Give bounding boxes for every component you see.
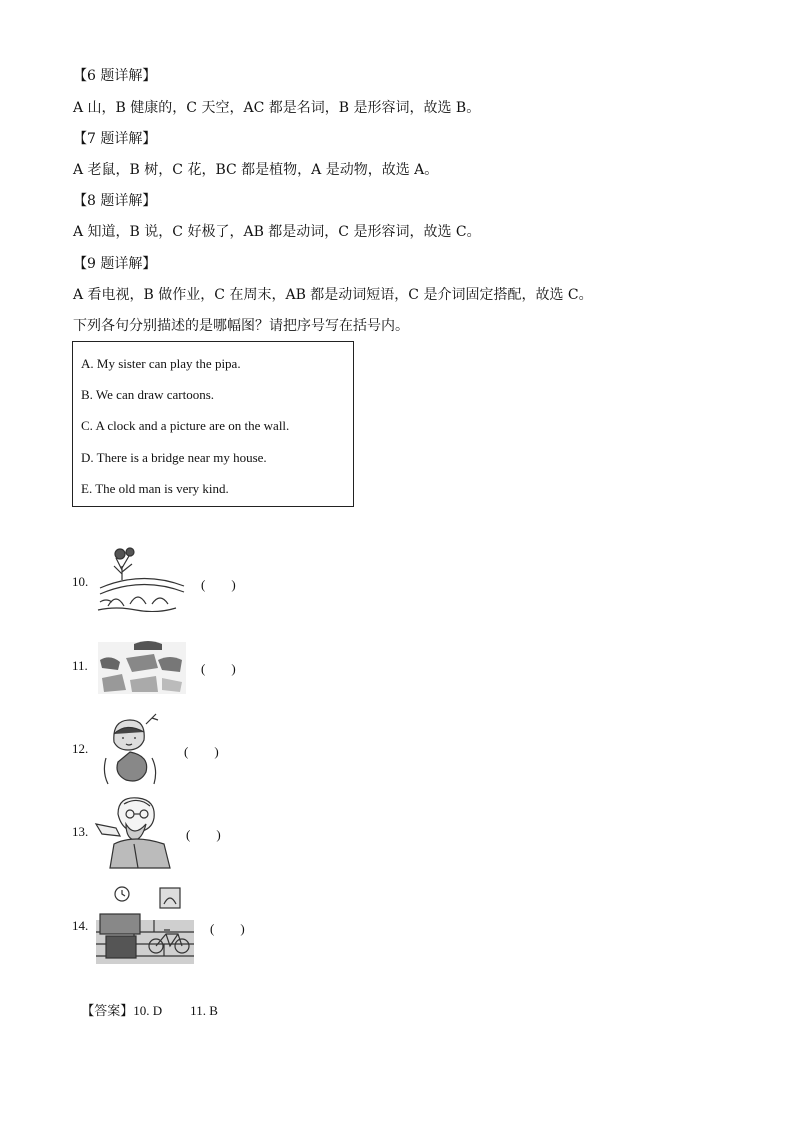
- answer-line: [73, 985, 218, 1019]
- instruction-text: 下列各句分别描述的是哪幅图？请把序号写在括号内。: [73, 318, 409, 334]
- pipa-picture: [96, 712, 162, 786]
- explanation-7-heading: 【7 题详解】: [73, 131, 157, 147]
- question-10-answer-blank[interactable]: ( ): [201, 577, 236, 592]
- question-10-number: 10.: [72, 574, 89, 589]
- question-13-number: 13.: [72, 824, 89, 839]
- room-picture: [94, 884, 196, 966]
- option-b: B. We can draw cartoons.: [81, 387, 215, 402]
- question-11-answer-blank[interactable]: ( ): [201, 661, 236, 676]
- drawing-cartoons-picture: [96, 638, 188, 696]
- explanation-8-heading: 【8 题详解】: [73, 193, 157, 209]
- explanation-6-text: A 山，B 健康的，C 天空，AC 都是名词，B 是形容词，故选 B。: [73, 100, 481, 116]
- question-14-number: 14.: [72, 918, 89, 933]
- explanation-8-text: A 知道，B 说，C 好极了，AB 都是动词，C 是形容词，故选 C。: [73, 224, 481, 240]
- explanation-9-text: A 看电视，B 做作业，C 在周末，AB 都是动词短语，C 是介词固定搭配，故选 C。: [73, 287, 593, 303]
- question-13-answer-blank[interactable]: ( ): [186, 827, 221, 842]
- explanation-7-text: A 老鼠，B 树，C 花，BC 都是植物，A 是动物，故选 A。: [73, 162, 439, 178]
- explanation-6-heading: 【6 题详解】: [73, 68, 157, 84]
- option-d: D. There is a bridge near my house.: [81, 450, 267, 465]
- explanation-9-heading: 【9 题详解】: [73, 256, 157, 272]
- answer-item-10: 10. D: [133, 1003, 163, 1018]
- option-e: E. The old man is very kind.: [81, 481, 229, 496]
- answer-label: 【答案】: [81, 1004, 134, 1019]
- option-a: A. My sister can play the pipa.: [81, 356, 241, 371]
- bridge-picture: [96, 544, 188, 612]
- options-box: [72, 341, 354, 507]
- question-14-answer-blank[interactable]: ( ): [210, 921, 245, 936]
- option-c: C. A clock and a picture are on the wall.: [81, 418, 290, 433]
- question-12-number: 12.: [72, 741, 89, 756]
- answer-item-11: 11. B: [190, 1003, 218, 1018]
- old-man-picture: [94, 794, 174, 870]
- question-11-number: 11.: [72, 658, 88, 673]
- question-12-answer-blank[interactable]: ( ): [184, 744, 219, 759]
